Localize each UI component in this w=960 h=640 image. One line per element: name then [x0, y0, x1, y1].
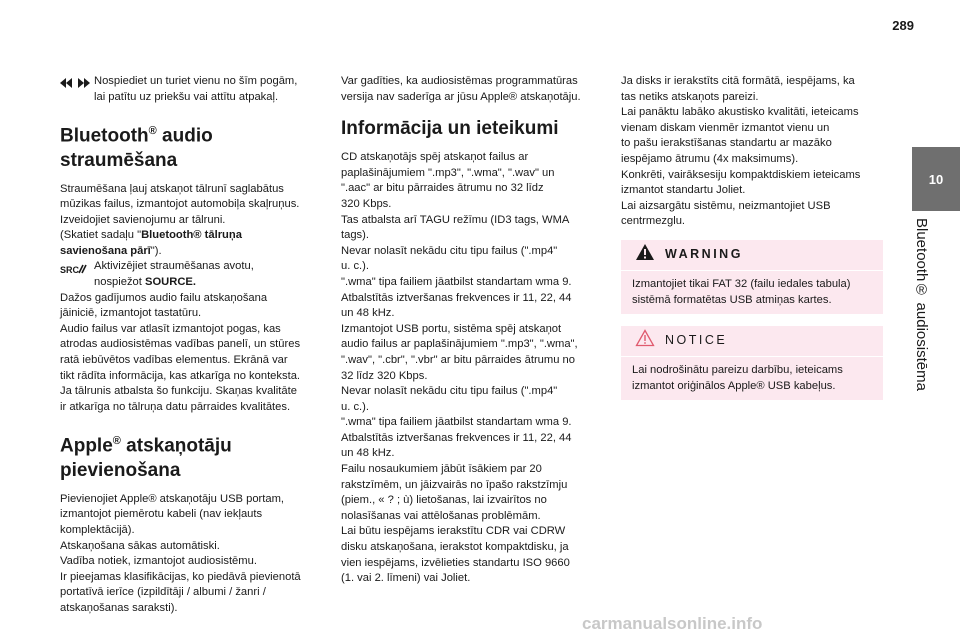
warning-box — [621, 240, 883, 314]
watermark: carmanualsonline.info — [582, 614, 763, 633]
notice-box — [621, 326, 883, 400]
notice-icon — [635, 329, 655, 353]
compat-intro: Var gadīties, ka audiosistēmas programmatūras versija nav saderīga ar jūsu Apple® atskaņotāju. — [341, 75, 581, 103]
bluetooth-paragraph-2: Dažos gadījumos audio failu atskaņošana jāiniciē, izmantojot tastatūru. Audio failus var atlasīt izmantojot pogas, kas atrodas audiosistēmas vadības panelī, un stūres ratā iebūvētos vadības elementus. Ekrānā var tikt rādīta informācija, kas atkarīga no konteksta. Ja tālrunis atbalsta šo funkciju. Skaņas kvalitāte ir atkarīga no tālruņa datu pārraides kvalitātes. — [60, 291, 301, 413]
source-instruction — [60, 259, 322, 290]
notice-text: Lai nodrošinātu pareizu darbību, ieteicams izmantot oriģinālos Apple® USB kabeļus. — [632, 364, 843, 392]
notice-header — [621, 326, 883, 357]
column-1 — [60, 74, 322, 617]
column-3 — [621, 74, 883, 400]
bluetooth-heading: Bluetooth® audio straumēšana — [60, 125, 213, 171]
arrows-instruction — [60, 74, 322, 105]
chapter-title: Bluetooth® audiosistēma — [913, 218, 930, 391]
apple-paragraph: Pievienojiet Apple® atskaņotāju USB portam, izmantojot piemērotu kabeli (nav iekļauts komplektācijā). Atskaņošana sākas automātiski. Vadība notiek, izmantojot audiosistēmu. Ir pieejamas klasifikācijas, ko piedāvā pievienotā portatīvā ierīce (izpildītāji / albumi / žanri / atskaņošanas saraksti). — [60, 492, 301, 614]
source-icon — [60, 259, 94, 281]
arrows-text: Nospiediet un turiet vienu no šīm pogām, lai patītu uz priekšu vai attītu atpakaļ. — [94, 75, 298, 103]
info-heading: Informācija un ieteikumi — [341, 118, 559, 140]
info-paragraph: CD atskaņotājs spēj atskaņot failus ar paplašinājumiem ".mp3", ".wma", ".wav" un ".aac" ar bitu pārraides ātrumu no 32 līdz 320 Kbps. Tas atbalsta arī TAGU režīmu (ID3 tags, WMA tags). Nevar nolasīt nekādu citu tipu failus (".mp4" u. c.). ".wma" tipa failiem jāatbilst standartam wma 9. Atbalstītās iztveršanas frekvences ir 11, 22, 44 un 48 kHz. Izmantojot USB portu, sistēma spēj atskaņot audio failus ar paplašinājumiem ".mp3", ".wma", ".wav", ".cbr", ".vbr" ar bitu pārraides ātrumu no 32 līdz 320 Kbps. Nevar nolasīt nekādu citu tipu failus (".mp4" u. c.). ".wma" tipa failiem jāatbilst standartam wma 9. Atbalstītās iztveršanas frekvences ir 11, 22, 44 un 48 kHz. Failu nosaukumiem jābūt īsākiem par 20 rakstzīmēm, un jāizvairās no īpašo rakstzīmju (piem., « ? ; ù) lietošanas, lai izvairītos no nolasīšanas vai attēlošanas problēmām. Lai būtu iespējams ierakstītu CDR vai CDRW disku atskaņošana, ierakstot kompaktdisku, ja vien iespējams, izvēlieties standartu ISO 9660 (1. vai 2. līmeni) vai Joliet. — [341, 151, 578, 585]
warning-header — [621, 240, 883, 271]
recording-paragraph: Ja disks ir ierakstīts citā formātā, iespējams, ka tas netiks atskaņots pareizi. Lai panāktu labāko akustisko kvalitāti, ieteicams vienam diskam vienmēr izmantot vienu un to pašu ierakstīšanas standartu ar mazāko iespējamo ātrumu (4x maksimums). Konkrēti, vairāksesiju kompaktdiskiem ieteicams izmantot standartu Joliet. Lai aizsargātu sistēmu, neizmantojiet USB centrmezglu. — [621, 75, 861, 228]
apple-heading: Apple® atskaņotāju pievienošana — [60, 435, 232, 481]
warning-text: Izmantojiet tikai FAT 32 (failu iedales tabula) sistēmā formatētas USB atmiņas kartes. — [632, 277, 851, 306]
column-2 — [341, 74, 603, 587]
page-number: 289 — [892, 18, 914, 33]
bluetooth-paragraph: Straumēšana ļauj atskaņot tālrunī saglabātus mūzikas failus, izmantojot automobiļa skaļruņus. Izveidojiet savienojumu ar tālruni. (Skatiet sadaļu "Bluetooth® tālruņa savienošana pārī"). — [60, 182, 300, 257]
warning-icon — [635, 243, 655, 267]
chapter-tab: 10 — [912, 147, 960, 211]
source-text: Aktivizējiet straumēšanas avotu, nospiežot SOURCE. — [94, 260, 254, 289]
warning-title: WARNING — [665, 247, 743, 262]
svg-text:SRC: SRC — [60, 265, 80, 276]
notice-title: NOTICE — [665, 333, 728, 348]
skip-arrows-icon — [60, 74, 94, 94]
